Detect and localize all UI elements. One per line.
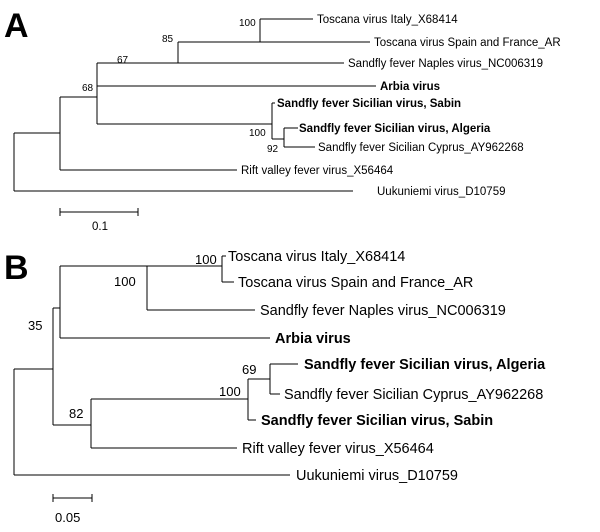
panel-a-bootstrap-toscana-naples: 85 xyxy=(162,34,174,45)
panel-b-taxon-sicilian-algeria: Sandfly fever Sicilian virus, Algeria xyxy=(304,357,546,373)
panel-a-taxon-rift: Rift valley fever virus_X56464 xyxy=(241,165,394,177)
panel-a-taxon-naples: Sandfly fever Naples virus_NC006319 xyxy=(348,58,543,70)
panel-a-taxon-uukuniemi: Uukuniemi virus_D10759 xyxy=(377,186,506,198)
panel-b-taxon-sicilian-cyprus: Sandfly fever Sicilian Cyprus_AY962268 xyxy=(284,387,544,403)
panel-a-taxon-sicilian-algeria: Sandfly fever Sicilian virus, Algeria xyxy=(299,123,491,135)
panel-a-bootstrap-toscana: 100 xyxy=(239,18,256,29)
panel-b-taxon-uukuniemi: Uukuniemi virus_D10759 xyxy=(296,468,458,484)
panel-b-scale-label: 0.05 xyxy=(55,510,81,525)
panel-b-bootstrap-sicilian: 100 xyxy=(219,384,241,399)
panel-a-taxon-toscana-spain: Toscana virus Spain and France_AR xyxy=(374,37,561,49)
panel-a-bootstrap-toscana-naples-arbia: 67 xyxy=(117,55,129,66)
panel-b-taxon-naples: Sandfly fever Naples virus_NC006319 xyxy=(260,303,506,319)
panel-b-bootstrap-naples-arbia-group: 35 xyxy=(28,318,43,333)
panel-a-taxon-arbia: Arbia virus xyxy=(380,81,441,93)
panel-b xyxy=(4,249,546,525)
panel-b-label: B xyxy=(4,249,29,287)
panel-b-taxon-sicilian-sabin: Sandfly fever Sicilian virus, Sabin xyxy=(261,413,494,429)
panel-b-taxon-toscana-spain: Toscana virus Spain and France_AR xyxy=(238,275,474,291)
panel-b-bootstrap-toscana-naples: 100 xyxy=(114,274,136,289)
panel-b-tree-branches xyxy=(14,256,298,502)
panel-b-bootstrap-sicilian-rift: 82 xyxy=(69,406,84,421)
panel-a-scale-label: 0.1 xyxy=(92,221,108,233)
panel-a-tree-branches xyxy=(14,19,376,216)
panel-b-bootstrap-algeria-cyprus: 69 xyxy=(242,362,257,377)
panel-b-taxon-rift: Rift valley fever virus_X56464 xyxy=(242,441,434,457)
panel-b-taxon-arbia: Arbia virus xyxy=(275,331,351,347)
panel-a-bootstrap-algeria-cyprus: 92 xyxy=(267,144,279,155)
panel-a-label: A xyxy=(4,7,29,45)
panel-b-taxon-toscana-italy: Toscana virus Italy_X68414 xyxy=(228,249,406,265)
panel-a-taxon-sicilian-cyprus: Sandfly fever Sicilian Cyprus_AY962268 xyxy=(318,142,524,154)
panel-a-taxon-sicilian-sabin: Sandfly fever Sicilian virus, Sabin xyxy=(277,98,462,110)
panel-a-bootstrap-sicilian: 100 xyxy=(249,128,266,139)
panel-b-bootstrap-toscana: 100 xyxy=(195,252,217,267)
panel-a xyxy=(4,7,561,233)
panel-a-bootstrap-sandfly-group: 68 xyxy=(82,83,94,94)
panel-a-taxon-toscana-italy: Toscana virus Italy_X68414 xyxy=(317,14,458,26)
